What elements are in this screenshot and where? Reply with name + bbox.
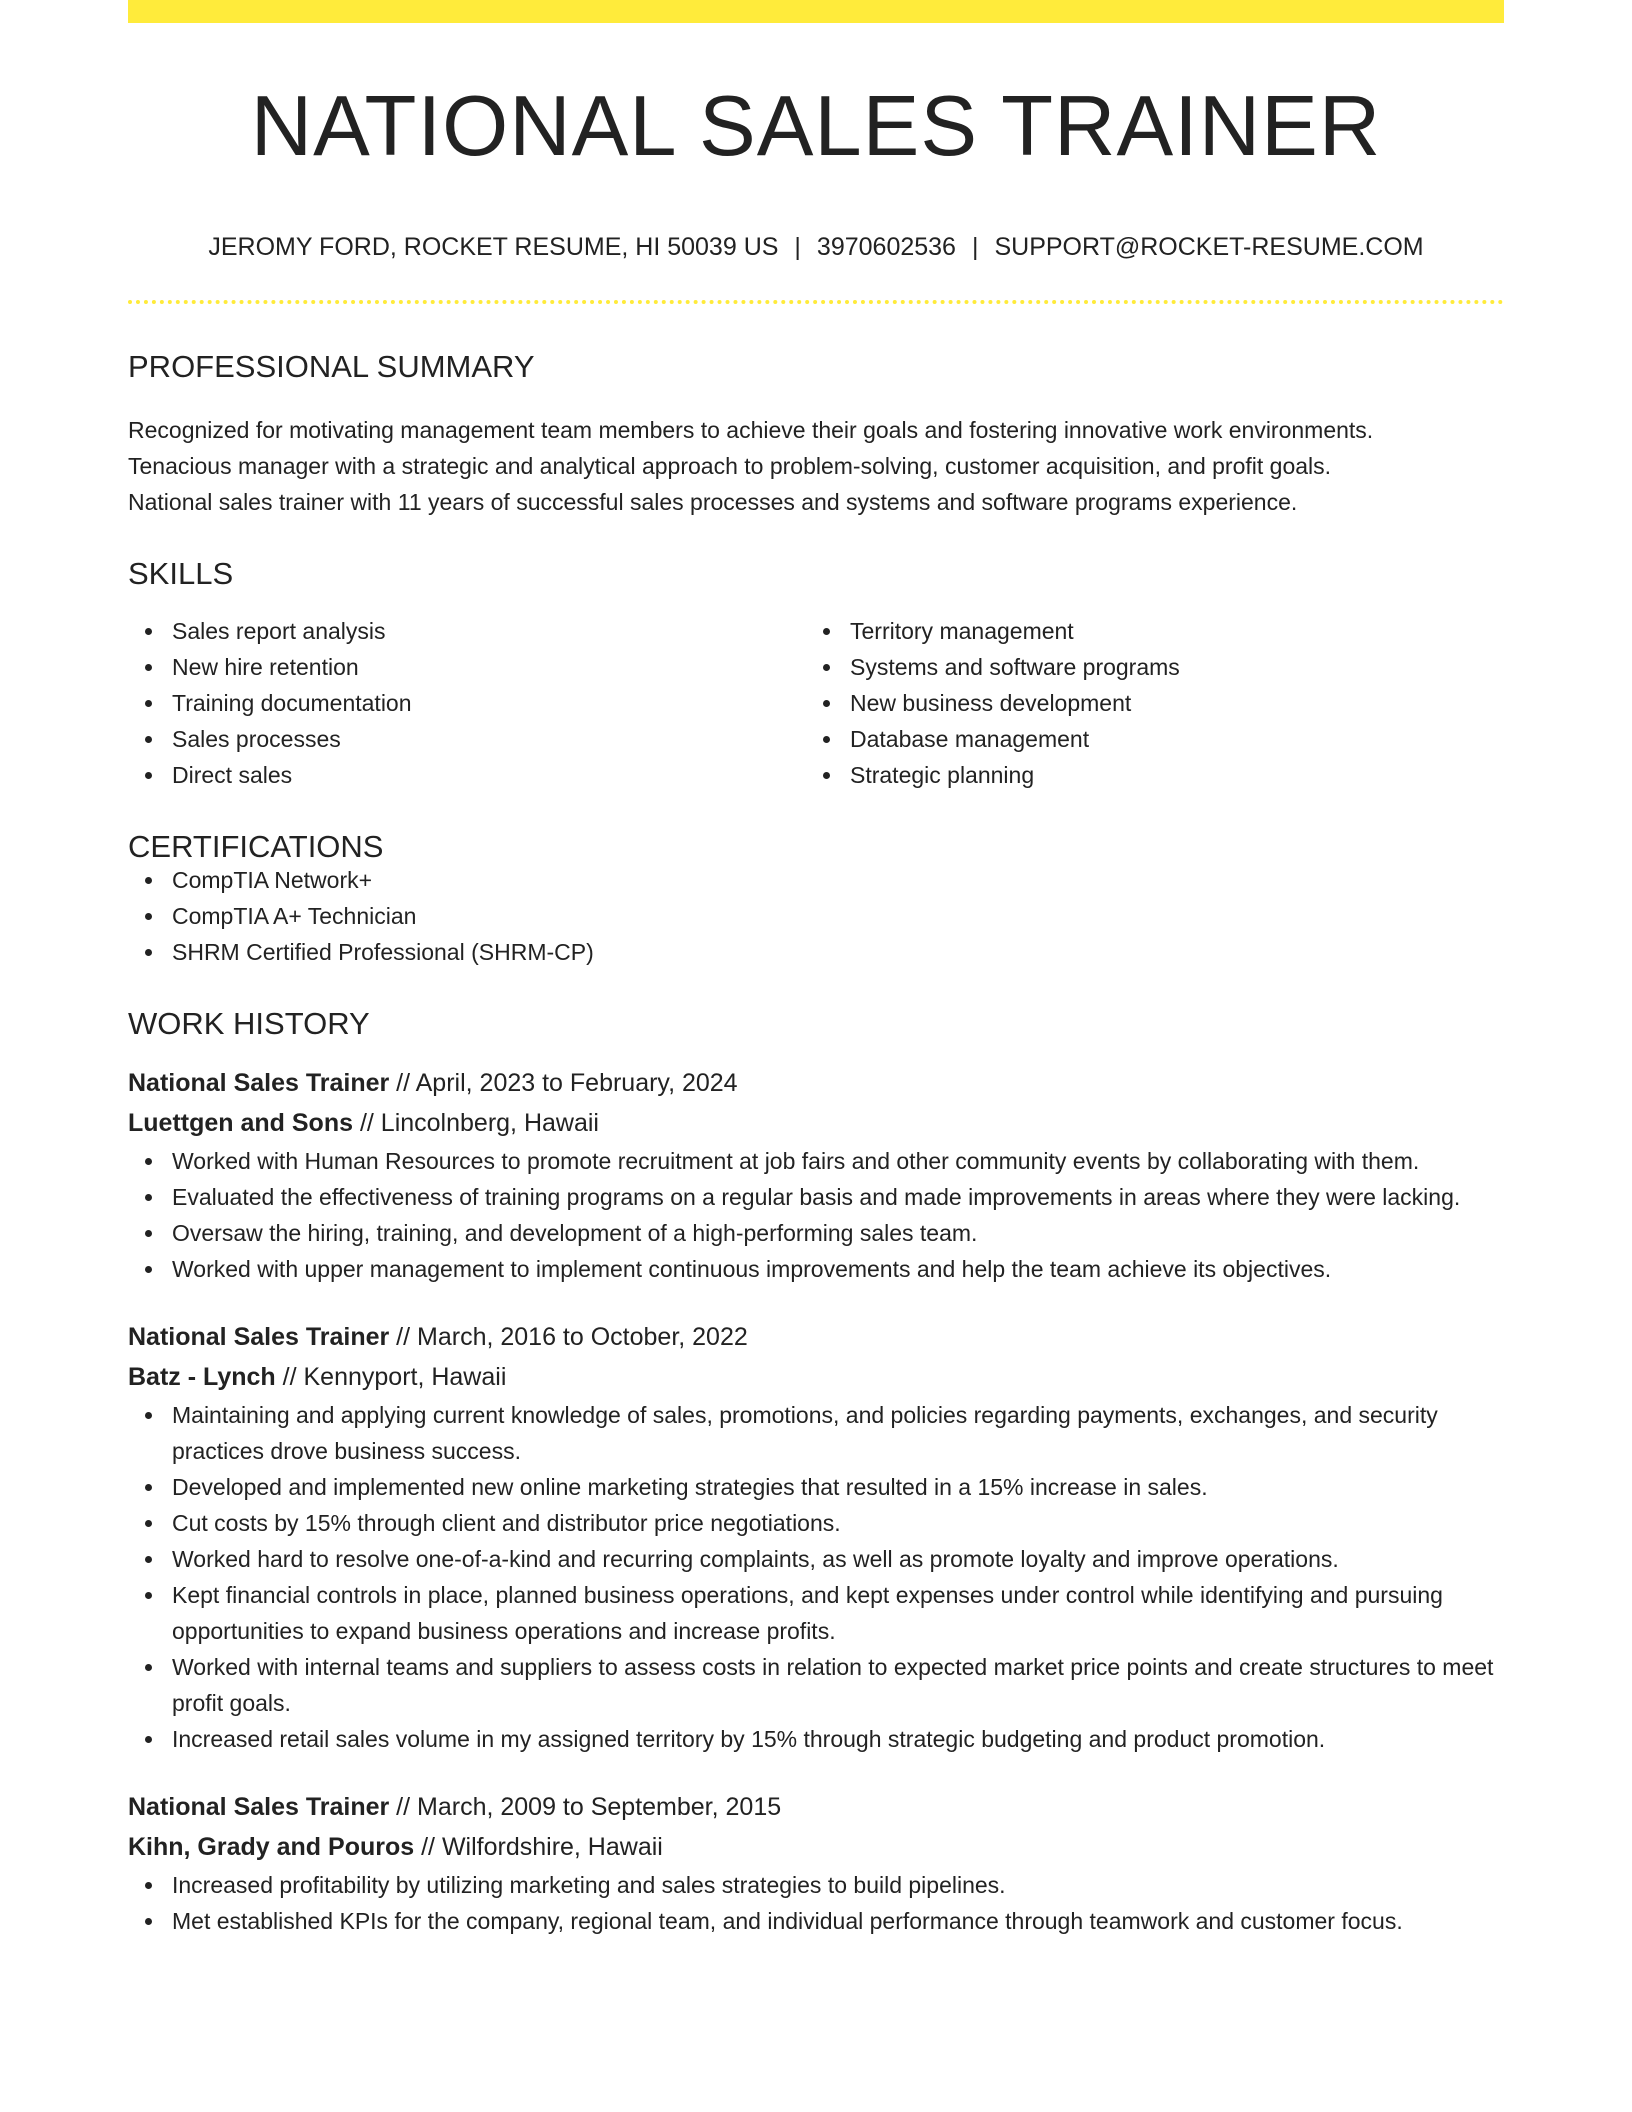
certification-item: CompTIA Network+ — [128, 862, 1504, 898]
job-bullet: Developed and implemented new online marketing strategies that resulted in a 15% increase in sales. — [128, 1469, 1504, 1505]
resume-page — [128, 0, 1504, 1939]
job-bullets — [128, 1143, 1504, 1287]
job-bullet: Evaluated the effectiveness of training programs on a regular basis and made improvements in areas where they were lacking. — [128, 1179, 1504, 1215]
job-role: National Sales Trainer — [128, 1323, 390, 1351]
certifications-list — [128, 862, 1504, 970]
job-bullet: Kept financial controls in place, planned business operations, and kept expenses under control while identifying and pursuing opportunities to expand business operations and increase profits. — [128, 1577, 1504, 1649]
job-company-line — [128, 1357, 1504, 1397]
job-company: Batz - Lynch — [128, 1363, 276, 1391]
skill-item: Systems and software programs — [806, 649, 1484, 685]
job-company-line — [128, 1103, 1504, 1143]
skills-column-left — [128, 613, 806, 793]
section-title-certifications: CERTIFICATIONS — [128, 829, 384, 864]
summary-line: Recognized for motivating management team members to achieve their goals and fostering innovative work environments. — [128, 417, 1374, 443]
job-role-line — [128, 1787, 1504, 1827]
job-role-line — [128, 1317, 1504, 1357]
contact-email: SUPPORT@ROCKET-RESUME.COM — [994, 233, 1424, 261]
skills-grid — [128, 613, 1504, 793]
job-location: // Lincolnberg, Hawaii — [359, 1109, 599, 1137]
job-role: National Sales Trainer — [128, 1069, 390, 1097]
accent-top-bar — [128, 0, 1504, 23]
skill-item: Direct sales — [128, 757, 806, 793]
contact-separator: | — [971, 233, 979, 261]
contact-separator: | — [794, 233, 801, 261]
skill-item: New business development — [806, 685, 1484, 721]
job-bullet: Worked with upper management to implement continuous improvements and help the team achieve its objectives. — [128, 1251, 1504, 1287]
job-bullets — [128, 1397, 1504, 1757]
job-dates: // April, 2023 to February, 2024 — [396, 1069, 738, 1097]
dotted-divider — [128, 300, 1504, 304]
job-entry — [128, 1787, 1504, 1939]
contact-address: JEROMY FORD, ROCKET RESUME, HI 50039 US — [208, 233, 779, 261]
job-bullet: Worked hard to resolve one-of-a-kind and recurring complaints, as well as promote loyalty and improve operations. — [128, 1541, 1504, 1577]
certification-item: CompTIA A+ Technician — [128, 898, 1504, 934]
job-bullets — [128, 1867, 1504, 1939]
job-bullet: Increased retail sales volume in my assigned territory by 15% through strategic budgeting and product promotion. — [128, 1721, 1504, 1757]
job-dates: // March, 2009 to September, 2015 — [396, 1793, 782, 1821]
job-bullet: Met established KPIs for the company, regional team, and individual performance through teamwork and customer focus. — [128, 1903, 1504, 1939]
contact-line — [128, 235, 1504, 260]
section-title-skills: SKILLS — [128, 556, 234, 591]
summary-paragraph — [128, 412, 1504, 520]
job-bullet: Maintaining and applying current knowledge of sales, promotions, and policies regarding payments, exchanges, and security practices drove business success. — [128, 1397, 1504, 1469]
job-company: Luettgen and Sons — [128, 1109, 353, 1137]
job-bullet: Cut costs by 15% through client and distributor price negotiations. — [128, 1505, 1504, 1541]
job-bullet: Worked with internal teams and suppliers to assess costs in relation to expected market price points and create structures to meet profit goals. — [128, 1649, 1504, 1721]
certification-item: SHRM Certified Professional (SHRM-CP) — [128, 934, 1504, 970]
job-bullet: Increased profitability by utilizing marketing and sales strategies to build pipelines. — [128, 1867, 1504, 1903]
summary-line: Tenacious manager with a strategic and analytical approach to problem-solving, customer acquisition, and profit goals. — [128, 453, 1332, 479]
skill-item: Territory management — [806, 613, 1484, 649]
job-entry — [128, 1317, 1504, 1757]
job-dates: // March, 2016 to October, 2022 — [396, 1323, 748, 1351]
skill-item: Strategic planning — [806, 757, 1484, 793]
section-title-summary: PROFESSIONAL SUMMARY — [128, 349, 535, 384]
job-company-line — [128, 1827, 1504, 1867]
skill-item: Database management — [806, 721, 1484, 757]
job-location: // Kennyport, Hawaii — [282, 1363, 507, 1391]
skill-item: New hire retention — [128, 649, 806, 685]
job-bullet: Worked with Human Resources to promote recruitment at job fairs and other community events by collaborating with them. — [128, 1143, 1504, 1179]
skill-item: Training documentation — [128, 685, 806, 721]
skill-item: Sales processes — [128, 721, 806, 757]
skill-item: Sales report analysis — [128, 613, 806, 649]
job-role: National Sales Trainer — [128, 1793, 390, 1821]
summary-line: National sales trainer with 11 years of successful sales processes and systems and software programs experience. — [128, 489, 1298, 515]
section-title-work-history: WORK HISTORY — [128, 1006, 370, 1041]
job-entry — [128, 1063, 1504, 1287]
job-role-line — [128, 1063, 1504, 1103]
resume-title: NATIONAL SALES TRAINER — [250, 79, 1382, 174]
job-company: Kihn, Grady and Pouros — [128, 1833, 415, 1861]
job-bullet: Oversaw the hiring, training, and development of a high-performing sales team. — [128, 1215, 1504, 1251]
skills-column-right — [806, 613, 1484, 793]
contact-phone: 3970602536 — [816, 233, 956, 261]
job-location: // Wilfordshire, Hawaii — [421, 1833, 663, 1861]
